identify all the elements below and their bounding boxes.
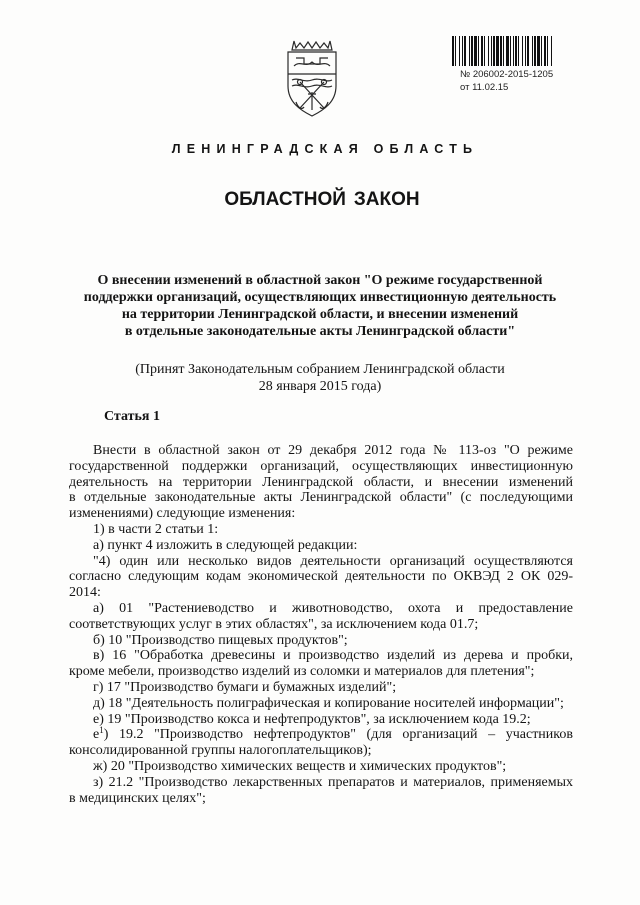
body-line: е) 19 "Производство кокса и нефтепродуктов", за исключением кода 19.2; bbox=[93, 711, 531, 727]
code-e1-letter: е bbox=[93, 727, 100, 743]
law-title bbox=[80, 272, 560, 340]
body-line: "4) один или несколько видов деятельности организаций осуществляются bbox=[93, 553, 573, 569]
body-line: согласно следующим кодам экономической деятельности по ОКВЭД 2 ОК 029-2014: bbox=[69, 569, 573, 601]
code-e1-text: ) 19.2 "Производство нефтепродуктов" (для организаций – участников bbox=[103, 727, 573, 743]
body-line: соответствующих услуг в этих областях", за исключением кода 01.7; bbox=[69, 616, 479, 632]
body-line: в медицинских целях"; bbox=[69, 790, 206, 806]
body-line: б) 10 "Производство пищевых продуктов"; bbox=[93, 632, 348, 648]
body-line: г) 17 "Производство бумаги и бумажных изделий"; bbox=[93, 679, 397, 695]
body-line: д) 18 "Деятельность полиграфическая и копирование носителей информации"; bbox=[93, 695, 564, 711]
body-line: 1) в части 2 статьи 1: bbox=[93, 521, 219, 537]
body-line: кроме мебели, производство изделий из соломки и материалов для плетения"; bbox=[69, 664, 535, 680]
body-line: ж) 20 "Производство химических веществ и химических продуктов"; bbox=[93, 758, 507, 774]
adoption-note-line: 28 января 2015 года) bbox=[258, 379, 382, 394]
body-line bbox=[69, 727, 573, 743]
registration-number: № 206002-2015-1205 bbox=[460, 69, 554, 80]
body-line: в отдельные законодательные акты Ленинградской области" (с последующими bbox=[69, 490, 573, 506]
body-line: Внести в областной закон от 29 декабря 2012 года № 113-оз "О режиме bbox=[93, 443, 573, 458]
law-title-line: О внесении изменений в областной закон "О режиме государственной bbox=[97, 273, 543, 288]
body-line: консолидированной группы налогоплательщиков); bbox=[69, 743, 372, 759]
barcode-icon bbox=[452, 36, 554, 66]
law-title-line: поддержки организаций, осуществляющих инвестиционную деятельность bbox=[83, 290, 557, 305]
body-line: деятельность на территории Ленинградской области, и внесении изменений bbox=[69, 474, 573, 490]
document-type-word-1: ОБЛАСТНОЙ bbox=[224, 189, 346, 210]
law-title-line: в отдельные законодательные акты Ленинградской области" bbox=[124, 324, 516, 339]
registration-date: от 11.02.15 bbox=[460, 82, 509, 93]
article-body bbox=[69, 443, 573, 806]
region-heading: ЛЕНИНГРАДСКАЯ ОБЛАСТЬ bbox=[171, 142, 479, 156]
coat-of-arms-emblem-icon bbox=[282, 38, 342, 118]
document-type-heading bbox=[0, 189, 640, 211]
registration-stamp bbox=[460, 68, 553, 94]
adoption-note bbox=[100, 361, 540, 395]
body-line: изменениями) следующие изменения: bbox=[69, 506, 296, 522]
document-type-word-2: ЗАКОН bbox=[353, 189, 420, 210]
code-e1-superscript: 1 bbox=[99, 725, 104, 736]
article-heading: Статья 1 bbox=[104, 409, 160, 424]
adoption-note-line: (Принят Законодательным собранием Ленинградской области bbox=[135, 362, 505, 377]
body-line: а) пункт 4 изложить в следующей редакции: bbox=[93, 537, 358, 553]
body-line: а) 01 "Растениеводство и животноводство, охота и предоставление bbox=[93, 600, 573, 616]
body-line: государственной поддержки организаций, осуществляющих инвестиционную bbox=[69, 458, 573, 474]
body-line: в) 16 "Обработка древесины и производство изделий из дерева и пробки, bbox=[93, 648, 573, 664]
body-line: з) 21.2 "Производство лекарственных препаратов и материалов, применяемых bbox=[93, 774, 573, 790]
law-title-line: на территории Ленинградской области, и внесении изменений bbox=[121, 307, 519, 322]
